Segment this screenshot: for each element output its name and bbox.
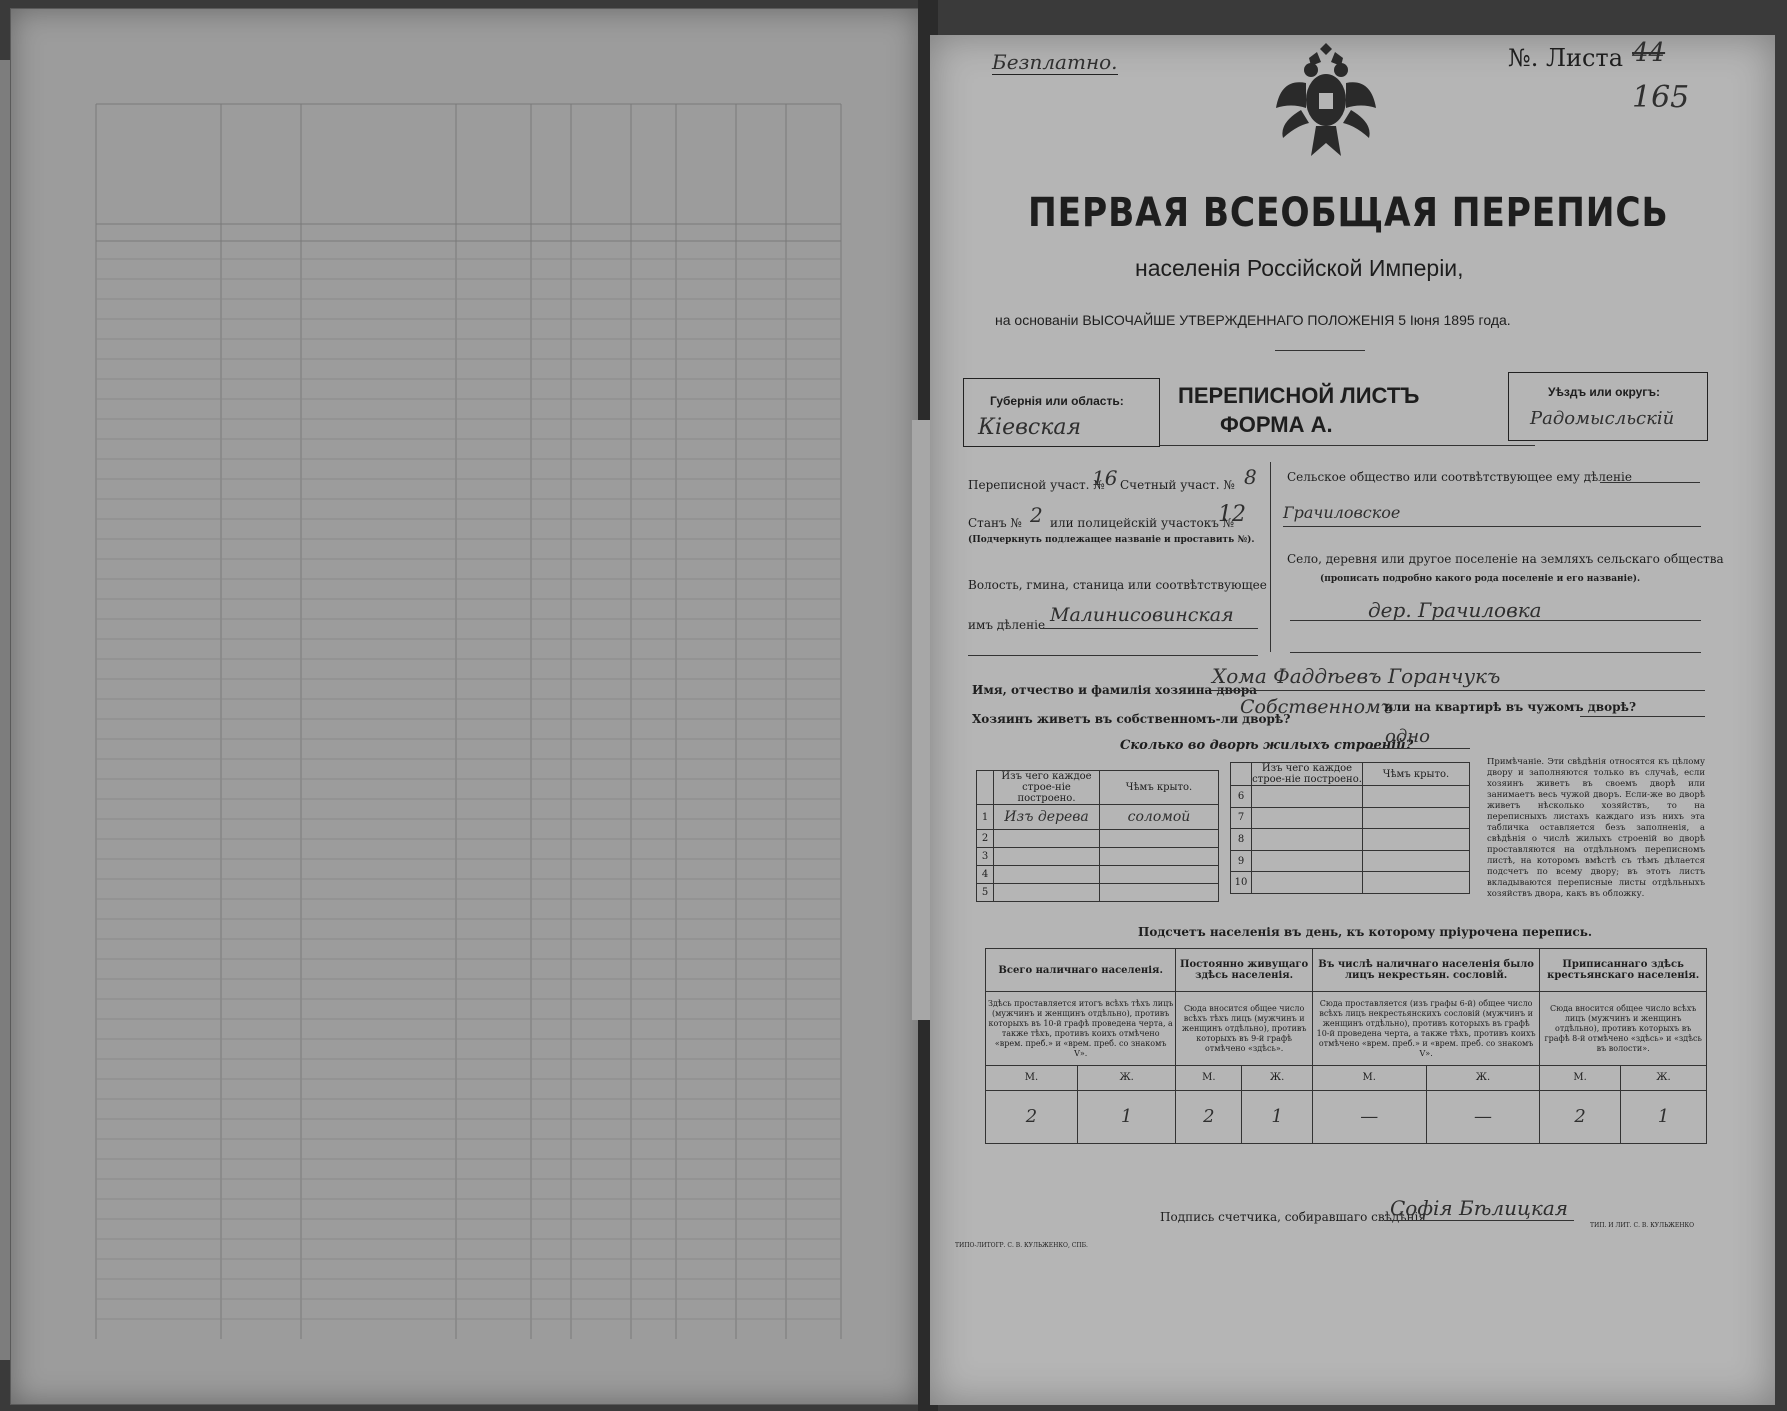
police-district-label: или полицейскій участокъ № (1050, 516, 1235, 530)
title-ornament (1275, 350, 1365, 351)
stan-value: 2 (1030, 503, 1043, 527)
pop-permanent-m: 2 (1176, 1090, 1242, 1143)
col-material-header: Изъ чего каждое строе-ніе построено. (994, 771, 1100, 805)
pop-col-2-header: Постоянно живущаго здѣсь населенія. (1176, 949, 1313, 992)
counting-district-label: Счетный участ. № (1120, 478, 1235, 492)
building-1-material: Изъ дерева (994, 805, 1100, 830)
village-value: дер. Грачиловка (1368, 598, 1542, 622)
signature-value: Софія Бѣлицкая (1390, 1196, 1569, 1220)
sheet-number-label: №. Листа (1508, 44, 1624, 72)
double-headed-eagle-emblem (1271, 38, 1381, 168)
building-1-roof: соломой (1100, 805, 1219, 830)
sheet-number-struck: 44 (1632, 38, 1666, 68)
form-name: ФОРМА А. (1220, 412, 1333, 437)
province-label: Губернія или область: (990, 394, 1124, 408)
printer-mark-right: ТИП. И ЛИТ. С. В. КУЛЬЖЕНКО (1590, 1222, 1695, 1229)
pop-total-m: 2 (986, 1090, 1078, 1143)
population-table: Всего наличнаго населенія. Постоянно живущаго здѣсь населенія. Въ числѣ наличнаго населенія было лицъ некрестьян. сословій. Приписаннаго здѣсь крестьянскаго населенія. Здѣсь проставляется итогъ всѣхъ тѣхъ лицъ (мужчинъ и женщинъ отдѣльно), противъ которыхъ въ 10-й графѣ проведена черта, а также тѣхъ, противъ коихъ отмѣчено «врем. преб.» и «врем. преб. со знакомъ V». Сюда вносится общее число всѣхъ тѣхъ лицъ (мужчинъ и женщинъ отдѣльно), противъ которыхъ въ 9-й графѣ отмѣчено «здѣсь». Сюда проставляется (изъ графы 6-й) общее число всѣхъ лицъ некрестьянскихъ сословій (мужчинъ и женщинъ отдѣльно), противъ которыхъ въ графѣ 10-й проведена черта, а также тѣхъ, противъ коихъ отмѣчено «врем. преб.» и «врем. преб. со знакомъ V». Сюда вносится общее число всѣхъ лицъ (мужчинъ и женщинъ отдѣльно), противъ которыхъ въ графѣ 8-й отмѣчено «здѣсь» и «здѣсь въ волости». М. Ж. М. Ж. М. Ж. М. Ж. 2 1 2 1 — — 2 1 (985, 948, 1707, 1144)
province-value: Кіевская (978, 415, 1082, 440)
district-box (1508, 372, 1708, 441)
pop-non-peasant-f: — (1426, 1090, 1540, 1143)
underline-note: (Подчеркнуть подлежащее названіе и проставить №). (968, 535, 1255, 545)
buildings-label: Сколько во дворѣ жилыхъ строеній? (1120, 738, 1414, 753)
census-subtitle: населенія Россійской Имперіи, (1135, 255, 1464, 281)
buildings-table-right: Изъ чего каждое строе-ніе построено. Чѣмъ крыто. 6 7 8 9 10 (1230, 762, 1470, 894)
sheet-title: ПЕРЕПИСНОЙ ЛИСТЪ (1178, 383, 1420, 408)
society-value: Грачиловское (1283, 503, 1401, 522)
volost-label-2: имъ дѣленіе (968, 618, 1046, 632)
own-yard-label: Хозяинъ живетъ въ собственномъ-ли дворѣ? (972, 712, 1291, 726)
pop-registered-m: 2 (1540, 1090, 1621, 1143)
signature-label: Подпись счетчика, собиравшаго свѣдѣнія (1160, 1210, 1426, 1224)
pop-permanent-f: 1 (1242, 1090, 1313, 1143)
pop-non-peasant-m: — (1312, 1090, 1426, 1143)
pop-col-1-header: Всего наличнаго населенія. (986, 949, 1176, 992)
rented-label: или на квартирѣ въ чужомъ дворѣ? (1384, 700, 1636, 714)
buildings-table-left: Изъ чего каждое строе-ніе построено. Чѣмъ крыто. 1 Изъ дерева соломой 2 3 4 5 (976, 770, 1219, 902)
volost-value: Малинисовинская (1050, 604, 1234, 626)
stan-label: Станъ № (968, 516, 1022, 530)
volost-label: Волость, гмина, станица или соотвѣтствующее (968, 578, 1267, 592)
left-page-grid (11, 9, 919, 1404)
left-blank-page (10, 8, 920, 1405)
district-value: Радомысльскій (1530, 408, 1675, 429)
district-label: Уѣздъ или округъ: (1548, 385, 1661, 399)
village-label: Село, деревня или другое поселеніе на земляхъ сельскаго общества (1287, 552, 1724, 566)
census-district-label: Переписной участ. № (968, 478, 1105, 492)
village-note: (прописать подробно какого рода поселеніе и его названіе). (1320, 574, 1641, 584)
buildings-note: Примѣчаніе. Эти свѣдѣнія относятся къ цѣлому двору и заполняются только въ случаѣ, если хозяинъ живетъ въ своемъ дворѣ или занимаетъ весь чужой дворъ. Если-же во дворѣ живетъ нѣсколько хозяйствъ, то на переписныхъ листахъ каждаго изъ нихъ эта табличка оставляется безъ заполненія, а свѣдѣнія о числѣ жилыхъ строеній во дворѣ проставляются на отдѣльномъ переписномъ листѣ, на которомъ вмѣстѣ съ тѣмъ дѣлается подсчетъ по всему двору; въ этотъ листъ вкладываются переписные листы отдѣльныхъ хозяйствъ двора, какъ въ обложку. (1487, 757, 1705, 899)
police-district-value: 12 (1218, 502, 1246, 527)
sheet-number-new: 165 (1632, 80, 1690, 115)
census-district-value: 16 (1092, 466, 1118, 490)
pop-col-4-header: Приписаннаго здѣсь крестьянскаго населенія. (1540, 949, 1707, 992)
own-yard-value: Собственномъ (1240, 696, 1394, 718)
pop-total-f: 1 (1077, 1090, 1175, 1143)
census-title: ПЕРВАЯ ВСЕОБЩАЯ ПЕРЕПИСЬ (1028, 190, 1669, 236)
col-roof-header: Чѣмъ крыто. (1100, 771, 1219, 805)
population-title: Подсчетъ населенія въ день, къ которому пріурочена перепись. (1138, 925, 1593, 939)
pop-col-3-header: Въ числѣ наличнаго населенія было лицъ некрестьян. сословій. (1312, 949, 1539, 992)
buildings-value: одно (1385, 726, 1430, 747)
printer-mark-left: ТИПО-ЛИТОГР. С. В. КУЛЬЖЕНКО, СПБ. (955, 1242, 1088, 1249)
society-label: Сельское общество или соотвѣтствующее ему дѣленіе (1287, 470, 1632, 484)
counting-district-value: 8 (1244, 465, 1257, 489)
owner-label: Имя, отчество и фамилія хозяина двора (972, 683, 1257, 697)
owner-value: Хома Фаддѣевъ Горанчукъ (1212, 664, 1501, 688)
free-label: Безплатно. (992, 50, 1118, 74)
pop-registered-f: 1 (1620, 1090, 1706, 1143)
census-basis: на основаніи ВЫСОЧАЙШЕ УТВЕРЖДЕННАГО ПОЛОЖЕНІЯ 5 Іюня 1895 года. (995, 312, 1511, 328)
